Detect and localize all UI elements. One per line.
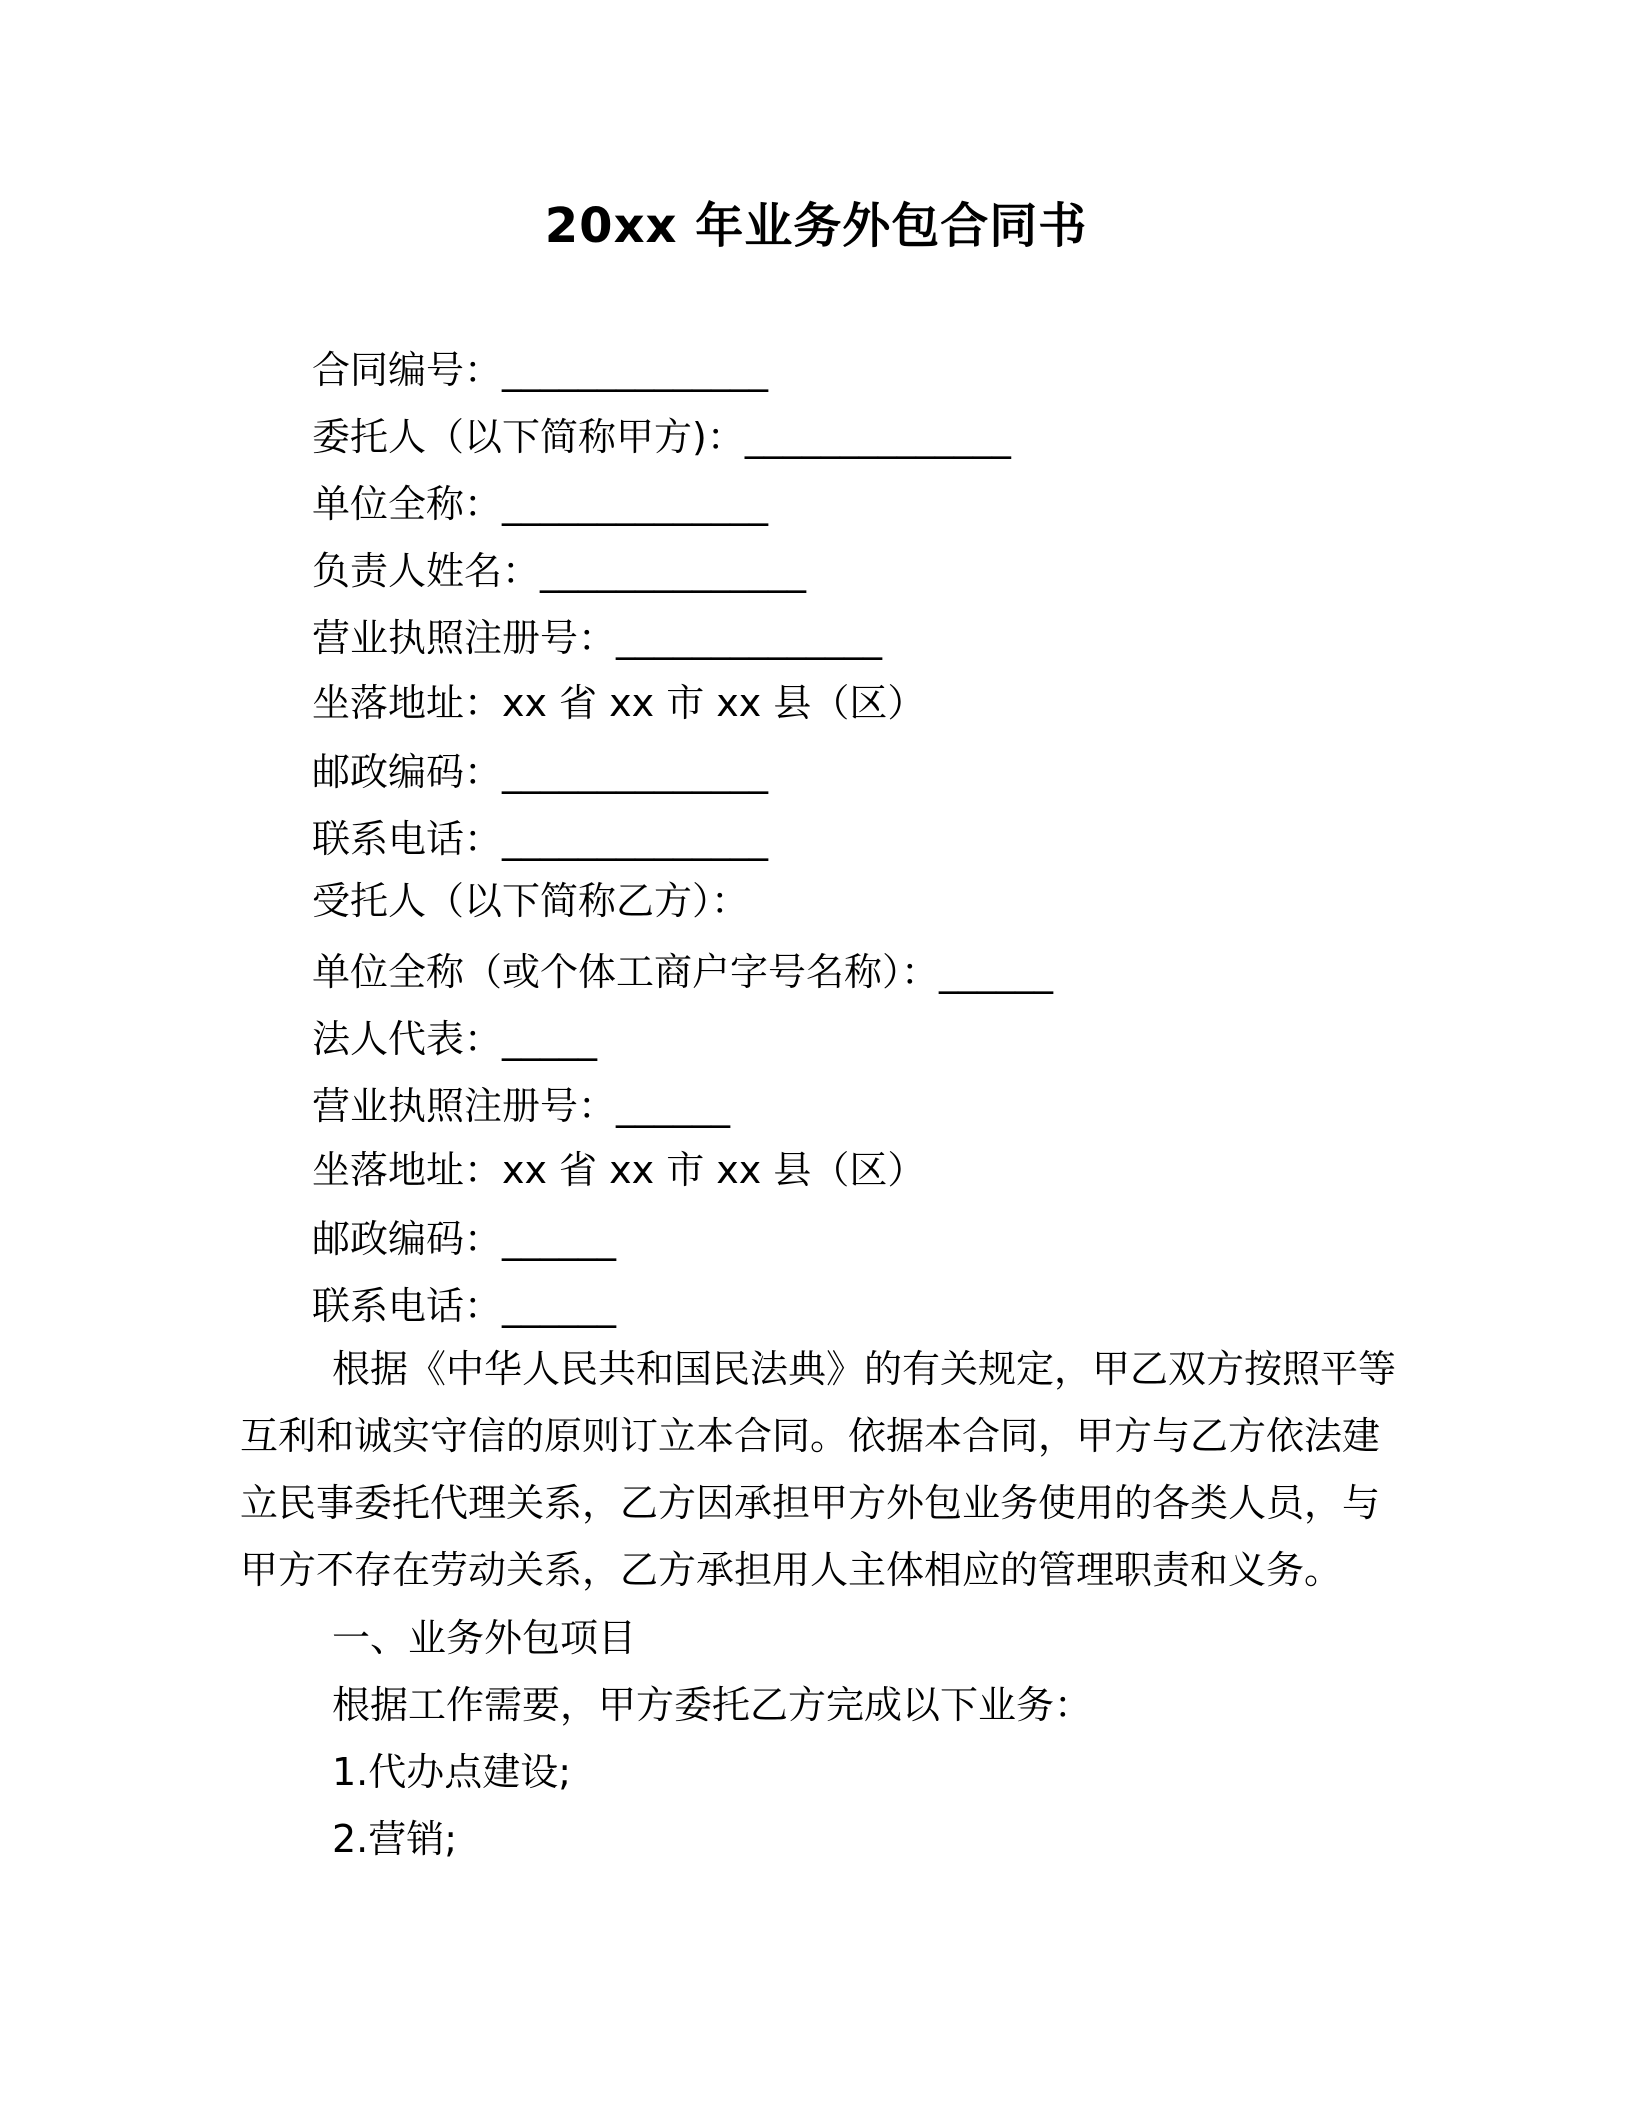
field-principal-address: 坐落地址：xx 省 xx 市 xx 县（区） (312, 681, 926, 725)
section-heading: 一、业务外包项目 (332, 1616, 637, 1660)
field-agent-address: 坐落地址：xx 省 xx 市 xx 县（区） (312, 1148, 926, 1192)
field-principal-unit-name: 单位全称：______________ (312, 482, 769, 526)
field-agent-unit-name: 单位全称（或个体工商户字号名称）：______ (312, 950, 1054, 994)
field-principal-license-number: 营业执照注册号：______________ (312, 616, 883, 660)
field-contract-number: 合同编号：______________ (312, 348, 769, 392)
field-principal: 委托人（以下简称甲方)：______________ (312, 415, 1011, 459)
field-agent-phone: 联系电话：______ (312, 1284, 617, 1328)
field-agent-legal-representative: 法人代表：_____ (312, 1017, 598, 1061)
list-item: 2.营销; (332, 1817, 458, 1861)
field-principal-phone: 联系电话：______________ (312, 817, 769, 861)
section-intro: 根据工作需要，甲方委托乙方完成以下业务： (332, 1683, 1093, 1727)
field-principal-responsible-person: 负责人姓名：______________ (312, 549, 807, 593)
field-agent: 受托人（以下简称乙方）： (312, 879, 750, 923)
field-agent-license-number: 营业执照注册号：______ (312, 1084, 731, 1128)
document-title: 20xx 年业务外包合同书 (544, 198, 1088, 254)
preamble-paragraph (240, 1336, 1400, 1604)
preamble-paragraph-text: 根据《中华人民共和国民法典》的有关规定，甲乙双方按照平等互利和诚实守信的原则订立本合同。依据本合同，甲方与乙方依法建立民事委托代理关系，乙方因承担甲方外包业务使用的各类人员，与甲方不存在劳动关系，乙方承担用人主体相应的管理职责和义务。 (240, 1347, 1397, 1592)
field-agent-postal-code: 邮政编码：______ (312, 1217, 617, 1261)
field-principal-postal-code: 邮政编码：______________ (312, 750, 769, 794)
list-item: 1.代办点建设; (332, 1750, 572, 1794)
